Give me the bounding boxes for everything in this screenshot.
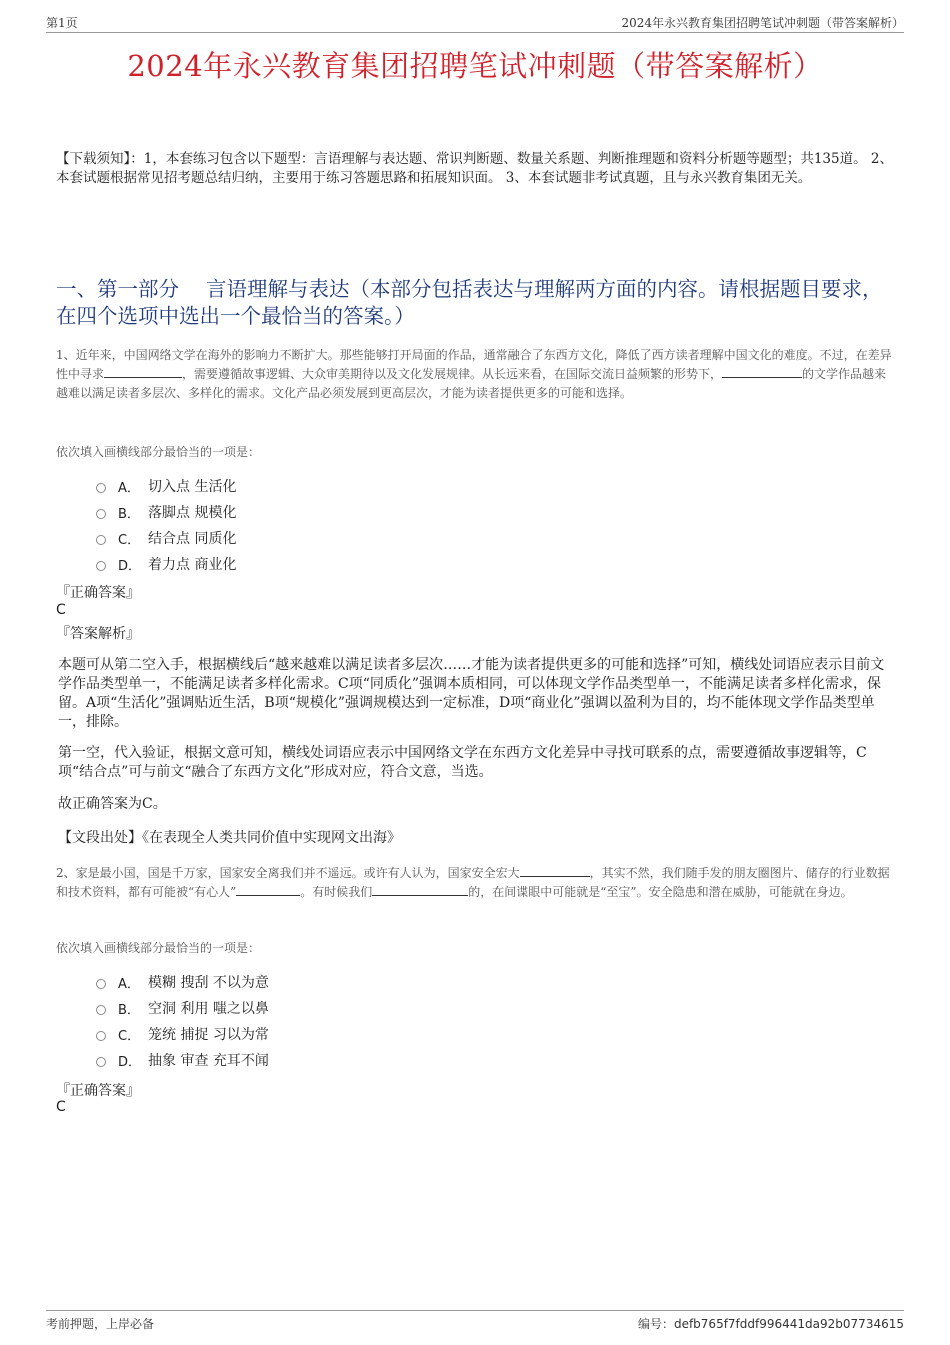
radio-icon[interactable] (96, 535, 106, 545)
answer-label: 『正确答案』 (56, 1083, 140, 1099)
analysis-conclusion: 故正确答案为C。 (58, 796, 167, 812)
radio-icon[interactable] (96, 509, 106, 519)
section-heading: 一、第一部分 言语理解与表达（本部分包括表达与理解两方面的内容。请根据题目要求，在四个选项中选出一个最恰当的答案。） (56, 277, 883, 328)
fill-blank (236, 883, 300, 896)
option-a[interactable]: A． 模糊 搜刮 不以为意 (96, 969, 269, 995)
radio-icon[interactable] (96, 979, 106, 989)
option-c[interactable]: C． 笼统 捕捉 习以为常 (96, 1021, 269, 1047)
question-2-prompt: 依次填入画横线部分最恰当的一项是： (56, 941, 261, 955)
document-title: 2024年永兴教育集团招聘笔试冲刺题（带答案解析） (127, 49, 823, 83)
radio-icon[interactable] (96, 1031, 106, 1041)
option-b[interactable]: B． 空洞 利用 嗤之以鼻 (96, 995, 269, 1021)
question-1-prompt: 依次填入画横线部分最恰当的一项是： (56, 445, 261, 459)
radio-icon[interactable] (96, 1005, 106, 1015)
question-1-text: 1、近年来，中国网络文学在海外的影响力不断扩大。那些能够打开局面的作品，通常融合了东西方文化，降低了西方读者理解中国文化的难度。不过，在差异性中寻求 ，需要遵循故事逻辑、大众审美期待以及文化发展规律。从长远来看，在国际交流日益频繁的形势下， 的文学作品越来越难以满足读者多层次、多样化的需求。文化产品必须发展到更高层次，才能为读者提供更多的可能和选择。 (56, 348, 892, 400)
option-d[interactable]: D． 抽象 审查 充耳不闻 (96, 1047, 269, 1073)
radio-icon[interactable] (96, 561, 106, 571)
page-number: 第1页 (46, 16, 78, 30)
answer-value: C (56, 1099, 66, 1115)
analysis-paragraph: 第一空，代入验证，根据文意可知，横线处词语应表示中国网络文学在东西方文化差异中寻找可联系的点，需要遵循故事逻辑等，C项“结合点”可与前文“融合了东西方文化”形成对应，符合文意，当选。 (58, 745, 867, 780)
option-d[interactable]: D． 着力点 商业化 (96, 551, 236, 577)
analysis-label: 『答案解析』 (56, 626, 140, 642)
option-c[interactable]: C． 结合点 同质化 (96, 525, 236, 551)
option-a[interactable]: A． 切入点 生活化 (96, 473, 236, 499)
analysis-paragraph: 本题可从第二空入手，根据横线后“越来越难以满足读者多层次……才能为读者提供更多的可能和选择”可知，横线处词语应表示目前文学作品类型单一，不能满足读者多样化需求。C项“同质化”强调本质相同，可以体现文学作品类型单一，不能满足读者多样化需求，保留。A项“生活化”强调贴近生活，B项“规模化”强调规模达到一定标准，D项“商业化”强调以盈利为目的，均不能体现文学作品类型单一，排除。 (58, 657, 885, 730)
page-header (46, 12, 904, 33)
source-citation: 【文段出处】《在表现全人类共同价值中实现网文出海》 (58, 830, 401, 846)
question-1-options (96, 473, 236, 577)
header-doc-title: 2024年永兴教育集团招聘笔试冲刺题（带答案解析） (621, 16, 904, 30)
fill-blank (372, 883, 468, 896)
page-footer (46, 1310, 904, 1333)
fill-blank (520, 864, 590, 877)
footer-code: 编号：defb765f7fddf996441da92b07734615 (637, 1317, 904, 1331)
answer-value: C (56, 602, 66, 618)
download-notice: 【下载须知】：1，本套练习包含以下题型：言语理解与表达题、常识判断题、数量关系题、判断推理题和资料分析题等题型；共135道。 2、本套试题根据常见招考题总结归纳，主要用于练习答题思路和拓展知识面。 3、本套试题非考试真题，且与永兴教育集团无关。 (56, 151, 893, 186)
fill-blank (722, 365, 802, 378)
question-2-text: 2、家是最小国，国是千万家，国家安全离我们并不遥远。或许有人认为，国家安全宏大 ，其实不然，我们随手发的朋友圈图片、储存的行业数据和技术资料，都有可能被“有心人” 。有时候我们 的，在间谍眼中可能就是“至宝”。安全隐患和潜在威胁，可能就在身边。 (56, 866, 890, 899)
radio-icon[interactable] (96, 483, 106, 493)
option-b[interactable]: B． 落脚点 规模化 (96, 499, 236, 525)
radio-icon[interactable] (96, 1057, 106, 1067)
question-2-options (96, 969, 269, 1073)
answer-label: 『正确答案』 (56, 585, 140, 601)
fill-blank (104, 365, 182, 378)
footer-slogan: 考前押题，上岸必备 (46, 1317, 155, 1331)
